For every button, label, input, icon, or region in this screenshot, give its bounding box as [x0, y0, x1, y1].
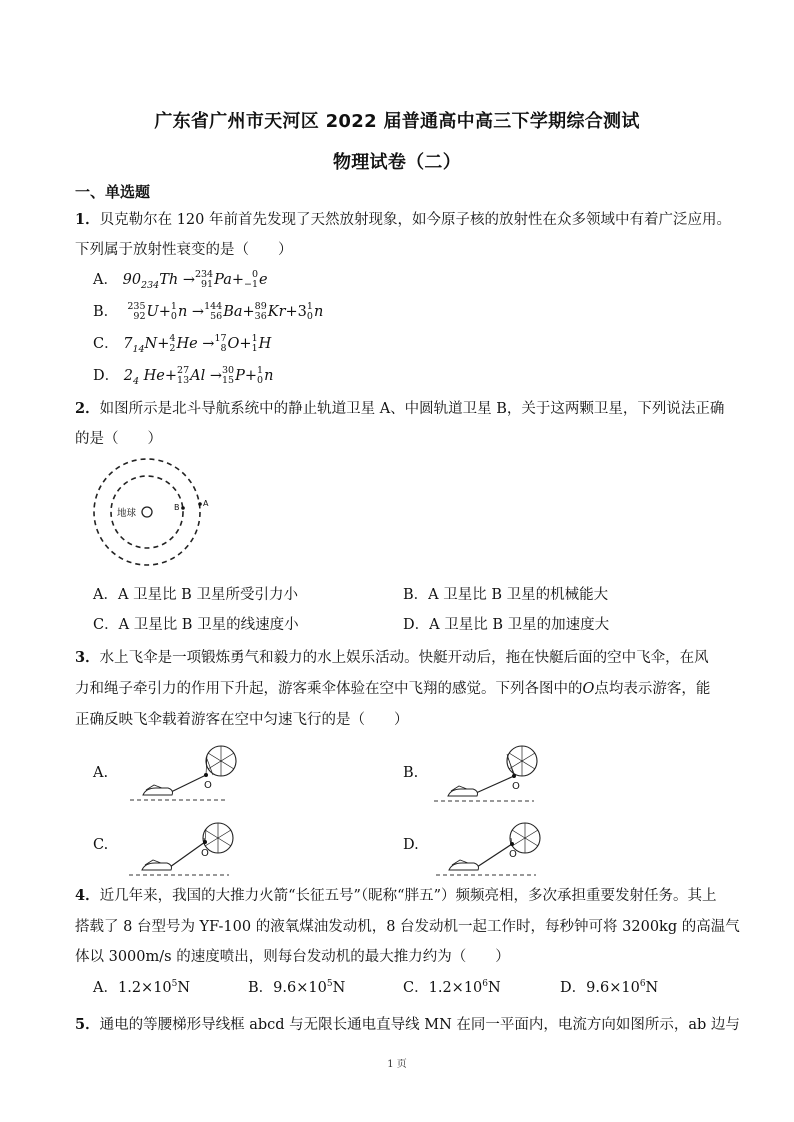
q2-option-c[interactable]: [93, 613, 299, 634]
tow-rope: [476, 776, 514, 793]
q2-option-b[interactable]: [403, 583, 608, 604]
q1-option-b[interactable]: [93, 300, 323, 322]
q1-line1: [75, 208, 731, 229]
q4-option-c[interactable]: C．$1.2\times 10^6N$: [403, 979, 501, 996]
q3-option-d-label[interactable]: D.: [403, 837, 419, 853]
q3-option-b-figure[interactable]: [430, 742, 540, 804]
page-title: 广东省广州市天河区 2022 届普通高中高三下学期综合测试: [154, 111, 640, 132]
q1-text-1: 贝克勒尔在 120 年前首先发现了天然放射现象，如今原子核的放射性在众多领域中有着广泛应用。: [99, 212, 731, 228]
q4-option-b[interactable]: B．$9.6\times 10^5N$: [248, 979, 346, 996]
tow-rope: [171, 775, 206, 792]
q3-text-1: 水上飞伞是一项锻炼勇气和毅力的水上娱乐活动。快艇开动后，拖在快艇后面的空中飞伞，在风: [99, 650, 709, 666]
page-subtitle: 物理试卷（二）: [332, 152, 462, 173]
q1-number: 1．: [75, 211, 100, 228]
q2-text-1: 如图所示是北斗导航系统中的静止轨道卫星 A、中圆轨道卫星 B，关于这两颗卫星，下列说法正确: [99, 401, 725, 417]
q3-option-a-figure[interactable]: [128, 742, 238, 804]
q3-option-a-label[interactable]: A.: [93, 765, 109, 781]
satellite-b-label: B: [174, 503, 180, 512]
q2-option-b-text: A 卫星比 B 卫星的机械能大: [428, 587, 609, 603]
q5-number: 5．: [75, 1016, 100, 1033]
tourist-point: [204, 773, 208, 777]
q4-line3: 体以 3000m/s 的速度喷出，则每台发动机的最大推力约为（ ）: [75, 949, 510, 965]
q3-option-d-figure[interactable]: [432, 816, 544, 878]
q1-option-d-label: D．: [93, 368, 120, 384]
tow-rope: [477, 844, 512, 867]
q2-number: 2．: [75, 400, 100, 417]
q5-line1: [75, 1013, 740, 1034]
q1-option-c-label: C．: [93, 336, 119, 352]
q4-number: 4．: [75, 887, 100, 904]
q1-option-a-formula: $90_{234}Th$ → 234 91 Pa+ 0 −1 e: [122, 269, 268, 291]
point-o-label: O: [204, 780, 212, 791]
q5-text-1: 通电的等腰梯形导线框 abcd 与无限长通电直导线 MN 在同一平面内，电流方向如图所示，ab 边与: [99, 1017, 740, 1033]
q4-line1: [75, 884, 717, 905]
q1-option-a-label: A．: [93, 272, 118, 288]
q1-option-b-label: B．: [93, 304, 119, 320]
q2-line1: [75, 397, 724, 418]
satellite-a-dot: [198, 502, 202, 506]
q4-text-1: 近几年来，我国的大推力火箭“长征五号”（昵称“胖五”）频频亮相，多次承担重要发射任务。其上: [99, 888, 717, 904]
q2-option-a-label: A．: [93, 587, 118, 603]
point-o-label: O: [512, 781, 520, 792]
q1-line2: 下列属于放射性衰变的是（ ）: [75, 242, 293, 258]
q2-option-a-text: A 卫星比 B 卫星所受引力小: [117, 587, 298, 603]
q4-line2: 搭载了 8 台型号为 YF-100 的液氧煤油发动机，8 台发动机一起工作时，每秒钟可将 3200kg 的高温气: [75, 919, 740, 935]
q2-orbit-figure: [90, 456, 220, 568]
q2-option-b-label: B．: [403, 587, 429, 603]
point-o-label: O: [509, 849, 517, 860]
q4-option-a[interactable]: A．$1.2\times 10^5N$: [93, 979, 191, 996]
tourist-point: [510, 842, 514, 846]
q3-line3: 正确反映飞伞载着游客在空中匀速飞行的是（ ）: [75, 712, 409, 728]
earth-circle: [142, 507, 152, 517]
q2-option-d-text: A 卫星比 B 卫星的加速度大: [429, 617, 610, 633]
q1-option-d-formula: $2_4$ He+ 27 13 Al → 30 15 P+ 1 0 n: [123, 365, 274, 387]
q3-option-c-figure[interactable]: [125, 816, 237, 878]
q1-option-a[interactable]: [93, 268, 268, 291]
tourist-point: [512, 774, 516, 778]
q4-option-d[interactable]: D．$9.6\times 10^6N$: [560, 979, 659, 996]
section-heading: 一、单选题: [75, 183, 151, 201]
q2-option-d[interactable]: [403, 613, 609, 634]
page-number: 1 页: [387, 1059, 407, 1070]
satellite-a-label: A: [203, 499, 209, 508]
q1-option-d[interactable]: [93, 364, 273, 387]
q3-option-c-label[interactable]: C.: [93, 837, 109, 853]
q2-option-a[interactable]: [93, 583, 298, 604]
q3-option-b-label[interactable]: B.: [403, 765, 419, 781]
q2-option-c-label: C．: [93, 617, 119, 633]
satellite-b-dot: [181, 506, 185, 510]
q3-number: 3．: [75, 649, 100, 666]
q3-line1: [75, 646, 709, 667]
point-o-label: O: [201, 848, 209, 859]
q2-line2: 的是（ ）: [75, 431, 162, 447]
q1-option-c[interactable]: [93, 332, 271, 355]
q1-option-c-formula: $7_{14}N+$ 4 2 He → 17 8 O+ 1 1 H: [123, 333, 272, 355]
q2-option-d-label: D．: [403, 617, 430, 633]
q1-option-b-formula: 235 92 U+ 1 0 n → 144 56 Ba+ 89 36 Kr+3 1 0 n: [127, 301, 324, 322]
tourist-point: [203, 840, 207, 844]
earth-label: 地球: [117, 508, 137, 519]
q3-line2: 力和绳子牵引力的作用下升起，游客乘伞体验在空中飞翔的感觉。下列各图中的O点均表示游客，能: [75, 681, 711, 697]
tow-rope: [170, 842, 205, 867]
q2-option-c-text: A 卫星比 B 卫星的线速度小: [118, 617, 299, 633]
